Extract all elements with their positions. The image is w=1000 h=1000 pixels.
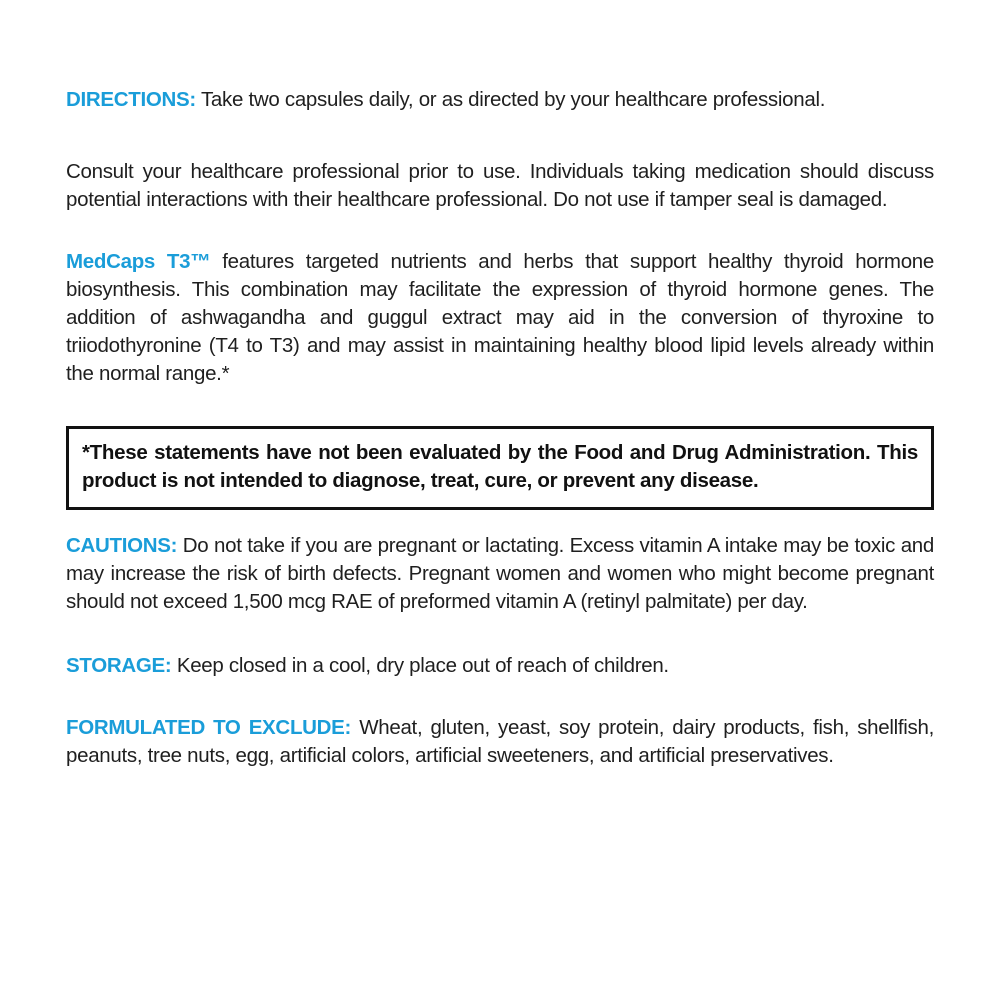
storage-text: Keep closed in a cool, dry place out of reach of children. <box>171 654 669 677</box>
medcaps-text: features targeted nutrients and herbs that support healthy thyroid hormone biosynthesis. This combination may facilitate the expression of thyroid hormone genes. The addition of ashwagandha and guggul extract may aid in the conversion of thyroxine to triiodothyronine (T4 to T3) and may assist in maintaining healthy blood lipid levels already within the normal range.* <box>66 250 934 385</box>
storage-paragraph <box>66 652 934 680</box>
cautions-paragraph <box>66 532 934 616</box>
formulated-to-exclude-paragraph <box>66 714 934 770</box>
consult-text: Consult your healthcare professional prior to use. Individuals taking medication should discuss potential interactions with their healthcare professional. Do not use if tamper seal is damaged. <box>66 160 934 211</box>
consult-paragraph <box>66 158 934 214</box>
formulated-to-exclude-text: Wheat, gluten, yeast, soy protein, dairy products, fish, shellfish, peanuts, tree nuts, egg, artificial colors, artificial sweeteners, and artificial preservatives. <box>66 716 934 767</box>
fda-disclaimer-box <box>66 426 934 510</box>
formulated-to-exclude-heading: FORMULATED TO EXCLUDE: <box>66 716 352 739</box>
medcaps-paragraph <box>66 248 934 388</box>
medcaps-product-name: MedCaps T3™ <box>66 250 211 273</box>
directions-heading: DIRECTIONS: <box>66 88 196 111</box>
fda-disclaimer-text: *These statements have not been evaluated by the Food and Drug Administration. This product is not intended to diagnose, treat, cure, or prevent any disease. <box>82 441 918 492</box>
cautions-heading: CAUTIONS: <box>66 534 178 557</box>
storage-heading: STORAGE: <box>66 654 172 677</box>
cautions-text: Do not take if you are pregnant or lactating. Excess vitamin A intake may be toxic and may increase the risk of birth defects. Pregnant women and women who might become pregnant should not exceed 1,500 mcg RAE of preformed vitamin A (retinyl palmitate) per day. <box>66 534 934 613</box>
directions-text: Take two capsules daily, or as directed by your healthcare professional. <box>195 88 826 111</box>
directions-paragraph <box>66 86 934 114</box>
